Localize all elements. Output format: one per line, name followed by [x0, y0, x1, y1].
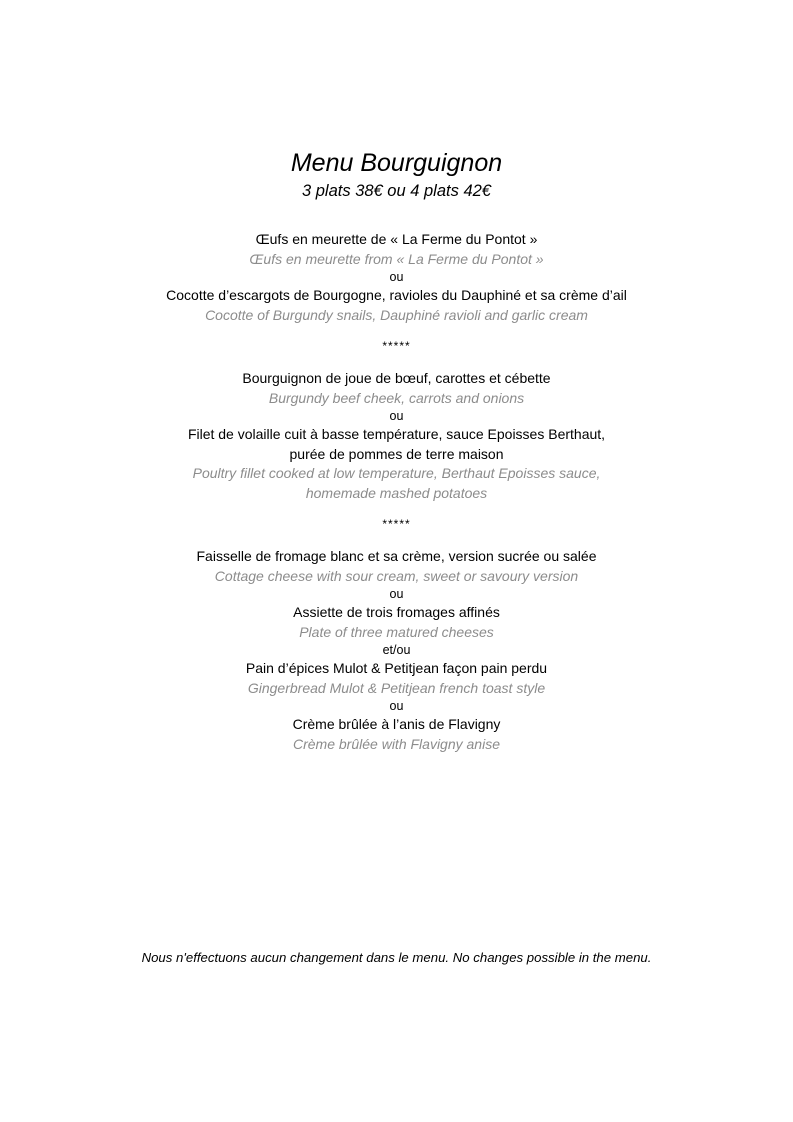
choice-connector: ou [389, 270, 404, 284]
dish-name-en: Cottage cheese with sour cream, sweet or savoury version [214, 567, 579, 584]
menu-footer-note: Nous n'effectuons aucun changement dans le menu. No changes possible in the menu. [141, 950, 652, 965]
course-separator: ***** [382, 517, 411, 531]
dish-name-en: homemade mashed potatoes [305, 484, 488, 501]
dish-name-fr: Pain d’épices Mulot & Petitjean façon pain perdu [245, 660, 548, 676]
dish-item [0, 369, 793, 408]
dish-item [0, 715, 793, 754]
dish-name-fr: Filet de volaille cuit à basse température, sauce Epoisses Berthaut, [187, 426, 606, 442]
course-2 [0, 369, 793, 503]
dish-name-fr: Œufs en meurette de « La Ferme du Pontot » [255, 231, 538, 247]
course-1 [0, 230, 793, 325]
dish-name-fr: Faisselle de fromage blanc et sa crème, version sucrée ou salée [196, 548, 597, 564]
dish-name-fr: Crème brûlée à l’anis de Flavigny [292, 716, 501, 732]
dish-item [0, 425, 793, 503]
dish-item [0, 230, 793, 269]
dish-name-en: Poultry fillet cooked at low temperature, Berthaut Epoisses sauce, [192, 465, 601, 481]
dish-name-fr: Bourguignon de joue de bœuf, carottes et cébette [242, 370, 551, 386]
menu-courses [0, 230, 793, 754]
choice-connector: et/ou [382, 643, 411, 657]
dish-name-en: Cocotte of Burgundy snails, Dauphiné ravioli and garlic cream [205, 306, 588, 323]
dish-item [0, 603, 793, 642]
dish-item [0, 659, 793, 698]
choice-connector: ou [389, 587, 404, 601]
choice-connector: ou [389, 409, 404, 423]
dish-item [0, 286, 793, 325]
dish-item [0, 547, 793, 586]
menu-header [0, 147, 793, 203]
dish-name-fr: Assiette de trois fromages affinés [293, 604, 500, 620]
dish-name-en: Burgundy beef cheek, carrots and onions [268, 389, 525, 406]
menu-price-subtitle: 3 plats 38€ ou 4 plats 42€ [302, 182, 491, 200]
dish-name-en: Gingerbread Mulot & Petitjean french toast style [247, 679, 546, 696]
dish-name-fr: purée de pommes de terre maison [289, 445, 504, 462]
course-3 [0, 547, 793, 754]
dish-name-en: Plate of three matured cheeses [299, 623, 494, 640]
dish-name-en: Crème brûlée with Flavigny anise [293, 735, 500, 752]
course-separator: ***** [382, 339, 411, 353]
choice-connector: ou [389, 699, 404, 713]
dish-name-en: Œufs en meurette from « La Ferme du Pontot » [249, 250, 544, 267]
dish-name-fr: Cocotte d’escargots de Bourgogne, ravioles du Dauphiné et sa crème d’ail [166, 287, 627, 303]
menu-title: Menu Bourguignon [290, 149, 503, 177]
